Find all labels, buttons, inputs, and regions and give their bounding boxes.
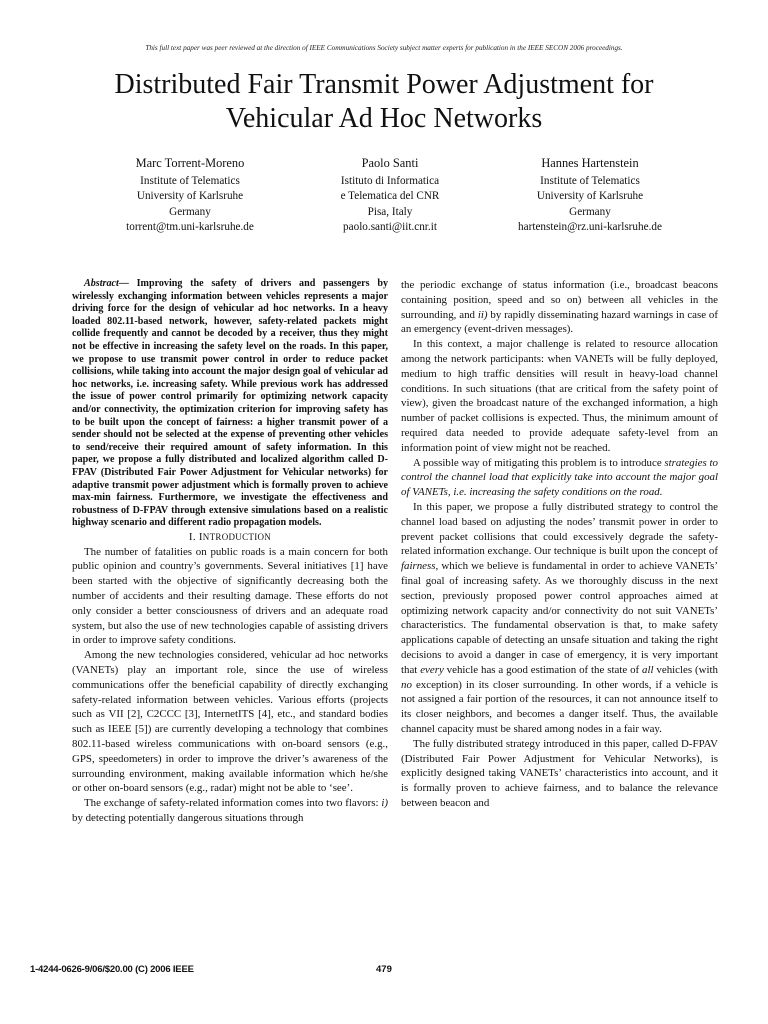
abstract [72, 278, 388, 530]
body-paragraph: The fully distributed strategy introduced in this paper, called D-FPAV (Distributed Fair Power Adjustment for Vehicular Networks), is explicitly designed taking VANETs’ characteristics into account, and it is formally proven to achieve fairness, and to balance the relevance between beacon and [401, 737, 718, 809]
text-run-italic: fairness [401, 560, 436, 573]
body-paragraph [401, 278, 718, 337]
text-run: the periodic exchange of status information (i.e., broadcast beacons containing position, speed and so on) between all vehicles in the surrounding, and [401, 279, 718, 321]
body-paragraph: In this context, a major challenge is related to resource allocation among the network participants: when VANETs will be fully deployed, medium to high traffic densities will result in heavy-load channel conditions. In such situations (that are critical from the safety point of view), given the broadcast nature of the exchanged information, a high number of packet collisions is expected. Thus, the minimum amount of required data needed to provide adequate safety-level from an information point of view might not be reached. [401, 338, 718, 454]
text-run-italic: all [642, 663, 654, 676]
text-run: , which we believe is fundamental in order to achieve VANETs’ final goal of increasing safety. As we thoroughly discuss in the next section, previously proposed power control approaches aimed at optimizing network capacity and/or connectivity do not suit VANETs’ characteristics. The fundamental observation is that, to make safety applications capable of detecting an unsafe situation and taking the right decisions to avoid a danger in case of emergency, it is very important that [401, 560, 718, 676]
text-run: vehicles (with [653, 663, 718, 676]
author-affiliation: Germany [569, 205, 611, 218]
author-1 [90, 156, 290, 236]
page-number: 479 [376, 964, 392, 975]
author-email: paolo.santi@iit.cnr.it [343, 221, 437, 234]
text-run: In this paper, we propose a fully distributed strategy to control the channel load based on adjusting the nodes’ transmit power in order to prevent packet collisions that could excessively degrade the safety-related information exchange. Our technique is built upon the concept of [401, 500, 718, 558]
author-block [90, 156, 690, 236]
author-email: torrent@tm.uni-karlsruhe.de [126, 221, 254, 234]
author-name: Marc Torrent-Moreno [135, 156, 245, 170]
text-run: The exchange of safety-related information comes into two flavors: [84, 797, 382, 810]
text-run-italic: i) [381, 797, 388, 810]
abstract-text: Improving the safety of drivers and passengers by wirelessly exchanging information between vehicles represents a major driving force for the design of vehicular ad hoc networks. In a heavy loaded 802.11-based network, however, safety-related packets might collide frequently and cannot be decoded by a receiver, thus they might not be effective in increasing the safety level on the roads. In this paper, we propose to use transmit power control in order to reduce packet collisions, while taking into account the major design goal of vehicular ad hoc networks, i.e. increasing safety. While previous work has addressed the issue of power control primarily for optimizing network capacity and/or connectivity, the optimization criterion for improving safety has to be built upon the concept of fairness: a higher transmit power of a sender should not be selected at the expense of preventing other vehicles to send/receive their required amount of safety information. In this paper, we propose a fully distributed and localized algorithm called D-FPAV (Distributed Fair Power Adjustment for Vehicular networks) for adaptive transmit power adjustment which is formally proven to achieve max-min fairness. Furthermore, we investigate the effectiveness and robustness of D-FPAV through extensive simulations based on a realistic highway scenario and different radio propagation models. [72, 278, 388, 529]
body-paragraph [401, 456, 718, 500]
author-3 [490, 156, 690, 236]
text-run-italic: strategies to control the channel load that explicitly take into account the major goal of VANETs, i.e. increasing the safety conditions on the road. [401, 456, 718, 499]
author-name: Paolo Santi [361, 156, 419, 170]
text-run-italic: every [420, 663, 444, 676]
body-paragraph: The number of fatalities on public roads is a main concern for both public opinion and country’s governments. Several initiatives [1] have been started with the objective of significantly decreasing both the number of accidents and their resulting damage. These efforts do not only consider a better consciousness of drivers and an adequate road system, but also the use of new technologies capable of assisting drivers in order to improve safety conditions. [72, 545, 388, 647]
author-2 [290, 156, 490, 236]
section-number: I. I [188, 530, 203, 543]
text-run: exception) in its closer surrounding. In other words, if a vehicle is not assigned a fair portion of the resources, it can not announce itself to its closer neighbors, and becomes a danger itself. Thus, the available channel capacity must be shared among nodes in a fair way. [401, 678, 718, 735]
author-affiliation: University of Karlsruhe [536, 190, 644, 203]
author-affiliation: University of Karlsruhe [136, 190, 244, 203]
body-paragraph [401, 500, 718, 737]
abstract-label: Abstract— [84, 278, 129, 289]
author-name: Hannes Hartenstein [541, 156, 639, 170]
author-affiliation: e Telematica del CNR [340, 190, 440, 203]
author-affiliation: Pisa, Italy [367, 205, 413, 218]
title-line-1: Distributed Fair Transmit Power Adjustment for [114, 69, 654, 100]
left-column [72, 278, 388, 826]
text-run: by detecting potentially dangerous situations through [72, 812, 304, 825]
text-run: by rapidly disseminating hazard warnings in case of an emergency (event-driven messages). [401, 308, 719, 336]
text-run: vehicle has a good estimation of the state of [443, 663, 643, 676]
author-affiliation: Institute of Telematics [140, 174, 240, 187]
title-line-2: Vehicular Ad Hoc Networks [225, 103, 543, 134]
body-paragraph [72, 796, 388, 826]
header-note: This full text paper was peer reviewed at the direction of IEEE Communications Society subject matter experts for publication in the IEEE SECON 2006 proceedings. [145, 44, 623, 52]
author-affiliation: Istituto di Informatica [340, 174, 440, 187]
section-title: NTRODUCTION [202, 531, 272, 542]
author-affiliation: Institute of Telematics [540, 174, 640, 187]
section-heading-introduction [72, 530, 388, 545]
text-run: A possible way of mitigating this problem is to introduce [413, 456, 665, 469]
author-affiliation: Germany [169, 205, 211, 218]
right-column [401, 278, 718, 811]
body-paragraph: Among the new technologies considered, vehicular ad hoc networks (VANETs) play an important role, since the use of wireless communications offer the beneficial capability of directly exchanging safety-related information between vehicles. Various efforts (projects such as VII [2], C2CCC [3], InternetITS [4], etc., and standard bodies such as IEEE [5]) are currently developing a technology that combines 802.11-based wireless communications with on-board sensors (e.g., GPS, speedometers) in order to improve the driver’s awareness of the surrounding environment, making available information which he/she or other on-board sensors (e.g., radar) might not be able to ‘see’. [72, 649, 388, 795]
author-email: hartenstein@rz.uni-karlsruhe.de [518, 221, 662, 234]
paper-title [60, 68, 708, 136]
text-run-italic: ii) [477, 308, 488, 321]
text-run-italic: no [401, 678, 412, 691]
copyright-footer: 1-4244-0626-9/06/$20.00 (C) 2006 IEEE [30, 964, 194, 975]
